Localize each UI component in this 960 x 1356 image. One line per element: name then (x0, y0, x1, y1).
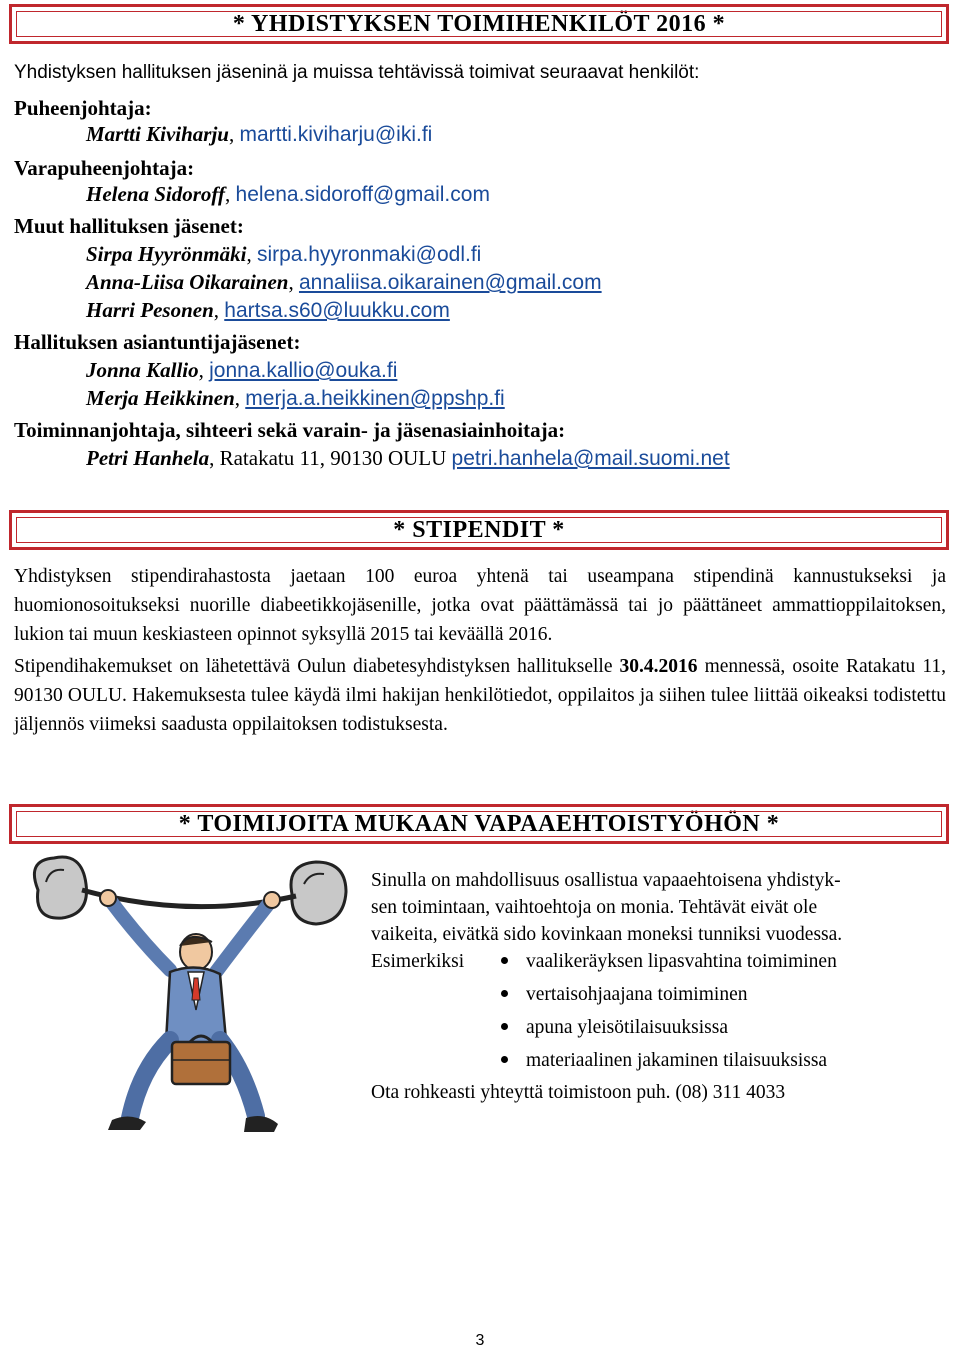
officers-intro: Yhdistyksen hallituksen jäseninä ja muissa tehtävissä toimivat seuraavat henkilöt: (14, 62, 700, 83)
volunteer-contact: Ota rohkeasti yhteyttä toimistoon puh. (08) 311 4033 (371, 1082, 786, 1103)
chair-email[interactable]: martti.kiviharju@iki.fi (239, 123, 433, 146)
expert-email[interactable]: jonna.kallio@ouka.fi (209, 359, 398, 382)
expert-name: Jonna Kallio (86, 358, 199, 382)
grants-paragraph-2: Stipendihakemukset on lähetettävä Oulun diabetesyhdistyksen hallitukselle 30.4.2016 mennessä, osoite Ratakatu 11, 90130 OULU. Hakemuksesta tulee käydä ilmi hakijan henkilötiedot, oppilaitos ja siihen tulee liittää oikeaksi todistettu jäljennös viimeksi saadusta oppilaitoksen todistuksesta. (14, 656, 946, 735)
members-label: Muut hallituksen jäsenet: (14, 214, 244, 238)
member-email[interactable]: sirpa.hyyronmaki@odl.fi (256, 243, 482, 266)
director-email[interactable]: petri.hanhela@mail.suomi.net (451, 447, 730, 470)
bullet-icon (501, 1056, 508, 1063)
director-name: Petri Hanhela (86, 446, 210, 470)
grants-banner (9, 510, 949, 550)
left-weight-icon (34, 857, 86, 918)
volunteer-banner (9, 804, 949, 844)
member-email[interactable]: annaliisa.oikarainen@gmail.com (298, 271, 602, 294)
grants-paragraph-1: Yhdistyksen stipendirahastosta jaetaan 100 euroa yhtenä tai useampana stipendinä kannustukseksi ja huomionosoitukseksi nuorille diabeetikkojäsenille, jotka ovat päättämässä tai jo päättäneet ammattioppilaitoksen, lukion tai muun keskiasteen opinnot syksyllä 2015 tai keväällä 2016. (14, 566, 946, 645)
grants-title: * STIPENDIT * (393, 517, 565, 543)
member-name: Sirpa Hyyrönmäki (86, 242, 247, 266)
example-item: materiaalinen jakaminen tilaisuuksissa (501, 1050, 827, 1072)
experts-label: Hallituksen asiantuntijajäsenet: (14, 330, 301, 354)
volunteer-text-line: sen toimintaan, vaihtoehtoja on monia. Tehtävät eivät ole (371, 897, 818, 918)
member-email[interactable]: hartsa.s60@luukku.com (224, 299, 450, 322)
chair-name: Martti Kiviharju (86, 122, 229, 146)
chair-entry: Martti Kiviharju, martti.kiviharju@iki.fi (86, 122, 433, 146)
volunteer-text-line: vaikeita, eivätkä sido kovinkaan moneksi tunniksi vuodessa. (371, 924, 843, 945)
member-entry: Sirpa Hyyrönmäki, sirpa.hyyronmaki@odl.fi (86, 242, 482, 266)
volunteer-text-line: Sinulla on mahdollisuus osallistua vapaaehtoisena yhdistyk- (371, 870, 841, 891)
bullet-icon (501, 990, 508, 997)
grants-deadline: 30.4.2016 (619, 656, 698, 677)
chair-label: Puheenjohtaja: (14, 96, 152, 120)
bullet-icon (501, 957, 508, 964)
member-name: Anna-Liisa Oikarainen (86, 270, 289, 294)
member-entry: Harri Pesonen, hartsa.s60@luukku.com (86, 298, 450, 322)
expert-entry: Jonna Kallio, jonna.kallio@ouka.fi (86, 358, 398, 382)
example-item: apuna yleisötilaisuuksissa (501, 1017, 728, 1039)
vice-label: Varapuheenjohtaja: (14, 156, 195, 180)
right-weight-icon (291, 862, 346, 924)
director-entry: Petri Hanhela, Ratakatu 11, 90130 OULU petri.hanhela@mail.suomi.net (86, 446, 730, 470)
briefcase-icon (172, 1036, 230, 1084)
businessman-illustration (20, 850, 360, 1140)
example-item: vertaisohjaajana toimiminen (501, 984, 747, 1006)
volunteer-title: * TOIMIJOITA MUKAAN VAPAAEHTOISTYÖHÖN * (178, 811, 780, 837)
expert-name: Merja Heikkinen (86, 386, 235, 410)
vice-entry: Helena Sidoroff, helena.sidoroff@gmail.com (86, 182, 490, 206)
examples-label: Esimerkiksi (371, 951, 465, 972)
member-entry: Anna-Liisa Oikarainen, annaliisa.oikarainen@gmail.com (86, 270, 602, 294)
officers-title: * YHDISTYKSEN TOIMIHENKILÖT 2016 * (232, 11, 726, 37)
bullet-icon (501, 1023, 508, 1030)
member-name: Harri Pesonen (86, 298, 214, 322)
page-number: 3 (475, 1332, 485, 1349)
vice-name: Helena Sidoroff (86, 182, 226, 206)
director-label: Toiminnanjohtaja, sihteeri sekä varain- ja jäsenasiainhoitaja: (14, 418, 566, 442)
expert-email[interactable]: merja.a.heikkinen@ppshp.fi (245, 387, 505, 410)
officers-banner (9, 4, 949, 44)
vice-email[interactable]: helena.sidoroff@gmail.com (235, 183, 490, 206)
example-item: vaalikeräyksen lipasvahtina toimiminen (501, 951, 837, 973)
expert-entry: Merja Heikkinen, merja.a.heikkinen@ppshp.fi (86, 386, 505, 410)
director-address: Ratakatu 11, 90130 OULU (219, 446, 447, 470)
